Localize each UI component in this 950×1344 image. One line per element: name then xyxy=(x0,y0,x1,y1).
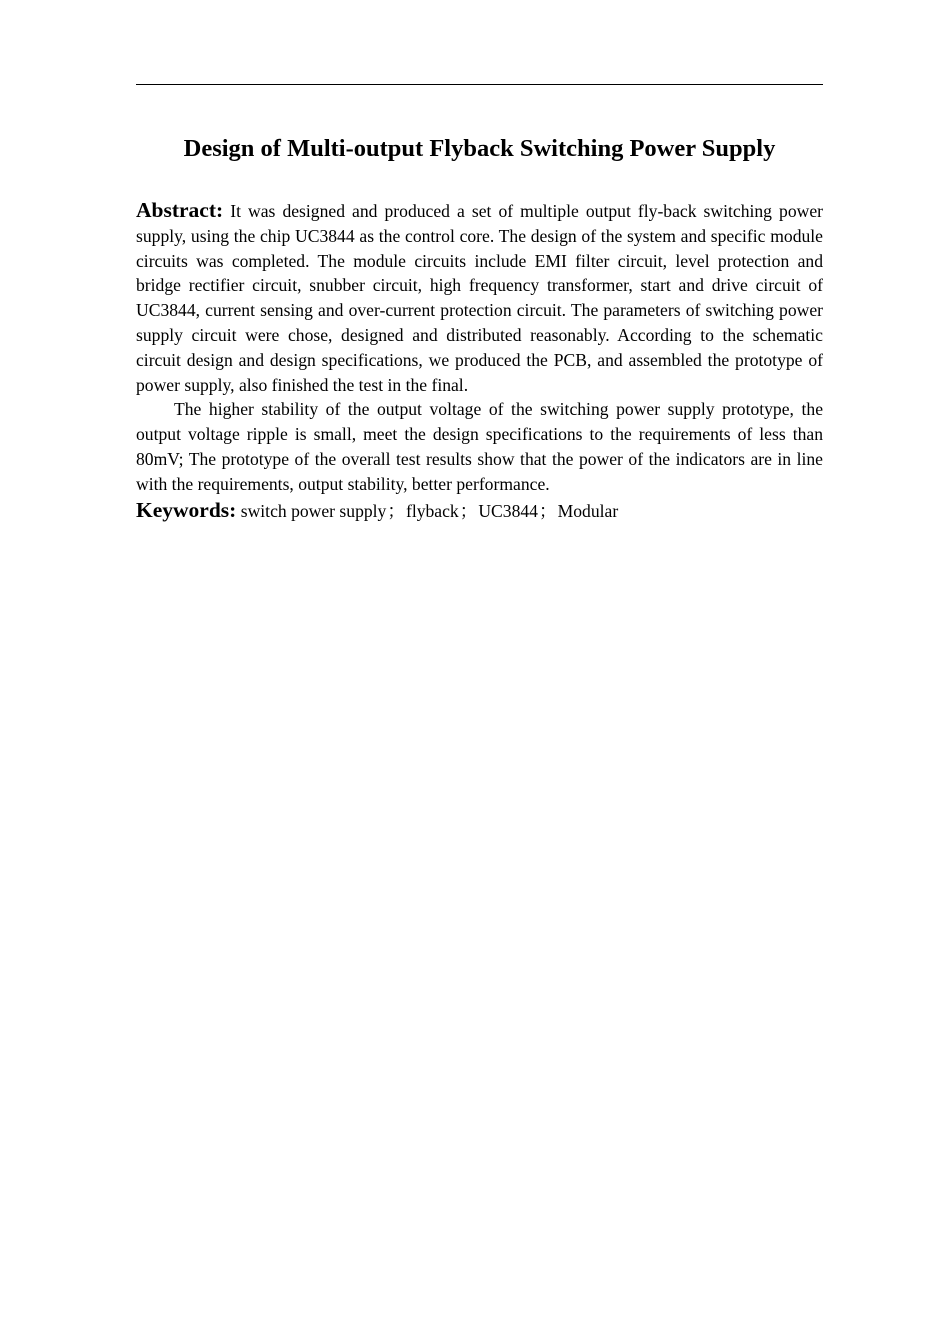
keyword-item: Modular xyxy=(557,500,619,521)
abstract-text-1: It was designed and produced a set of multiple output fly-back switching power supply, using the chip UC3844 as the control core. The design of the system and specific module circuits was completed. The module circuits include EMI filter circuit, level protection and bridge rectifier circuit, snubber circuit, high frequency transformer, start and drive circuit of UC3844, current sensing and over-current protection circuit. The parameters of switching power supply circuit were chose, designed and distributed reasonably. According to the schematic circuit design and design specifications, we produced the PCB, and assembled the prototype of power supply, also finished the test in the final. xyxy=(136,201,823,395)
paper-title: Design of Multi-output Flyback Switching Power Supply xyxy=(183,135,776,162)
abstract-section xyxy=(136,198,823,524)
keyword-item: UC3844 xyxy=(478,500,538,521)
keyword-separator: ； xyxy=(459,500,478,521)
header-rule xyxy=(136,84,823,85)
abstract-label: Abstract: xyxy=(136,198,224,222)
keywords-line xyxy=(136,497,823,524)
keyword-item: switch power supply xyxy=(240,500,387,521)
keyword-separator: ； xyxy=(538,500,557,521)
keyword-item: flyback xyxy=(405,500,459,521)
abstract-paragraph-2: The higher stability of the output voltage of the switching power supply prototype, the output voltage ripple is small, meet the design specifications to the requirements of less than 80mV; The prototype of the overall test results show that the power of the indicators are in line with the requirements, output stability, better performance. xyxy=(136,399,823,494)
keywords-label: Keywords: xyxy=(136,497,237,522)
keyword-separator: ； xyxy=(387,500,405,521)
abstract-paragraph-1 xyxy=(136,198,823,397)
